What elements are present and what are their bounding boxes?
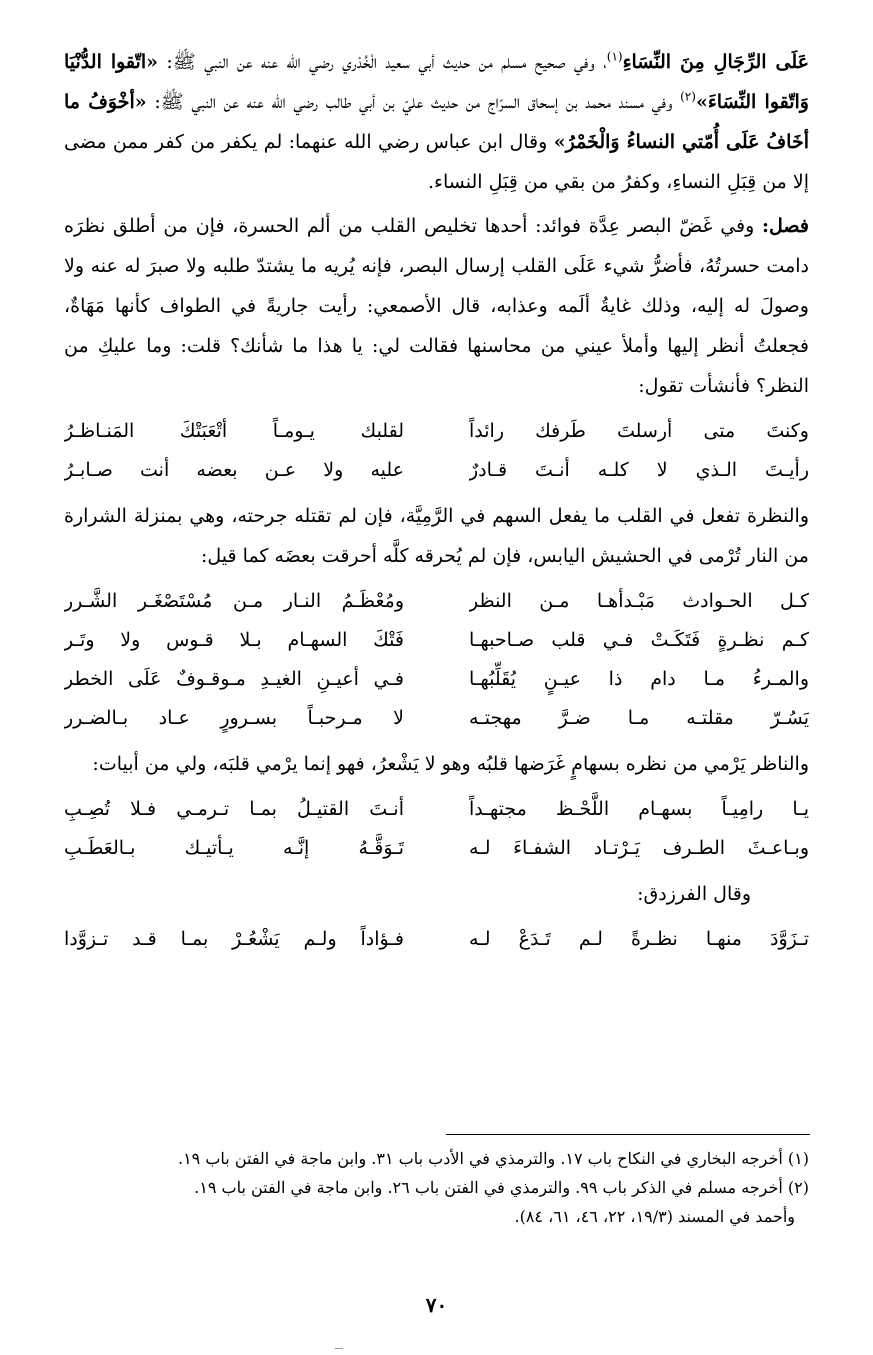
paragraph-2 bbox=[64, 206, 809, 406]
footnote-ref-2: (٢) bbox=[680, 89, 696, 104]
text-run: ، وفي صحيح مسلم من حديث أبي سعيد الْخُدْري رضي الله عنه عن النبي ﷺ: bbox=[157, 51, 607, 73]
verse bbox=[64, 582, 809, 621]
footnote-2: (٢) أخرجه مسلم في الذكر باب ٩٩. والترمذي في الفتن باب ٢٦. وابن ماجة في الفتن باب ١٩. bbox=[194, 1178, 809, 1197]
verse-second-hemistich: فَتْكَ السهـام بـلا قـوس ولا وتَـر bbox=[64, 629, 404, 651]
verse-second-hemistich: أنـتَ القتيـلُ بمـا تـرمـي فـلا تُصِـبِ bbox=[64, 798, 404, 820]
verse bbox=[64, 451, 809, 490]
verse-first-hemistich: كـم نظـرةٍ فَتَكَـتْ فـي قلب صـاحبهـا bbox=[469, 629, 809, 651]
verse-first-hemistich: وبـاعـثَ الطـرف يَـرْتـاد الشفـاءَ لـه bbox=[469, 837, 809, 859]
paragraph-5: وقال الفرزدق: bbox=[637, 883, 751, 905]
verse-second-hemistich: عليه ولا عـن بعضه أنت صـابـرُ bbox=[64, 459, 404, 481]
verse-first-hemistich: وكنتَ متى أرسلتَ طَرفك رائداً bbox=[469, 420, 809, 442]
verse-second-hemistich: لا مـرحبـاً بسـرورٍ عـاد بـالضـرر bbox=[64, 707, 404, 729]
text-run: وقال ابن عباس رضي الله عنهما: لم يكفر من كفر ممن مضى إلا من قِبَلِ النساءِ، وكفرُ من بقي من قِبَلِ النساء. bbox=[64, 131, 809, 193]
footnotes bbox=[64, 1144, 809, 1231]
footnote-1: (١) أخرجه البخاري في النكاح باب ١٧. والترمذي في الأدب باب ٣١. وابن ماجة في الفتن باب ١٩. bbox=[177, 1149, 809, 1168]
verse-first-hemistich: يَسُـرّ مقلتـه مـا ضـرَّ مهجتـه bbox=[469, 707, 809, 729]
verse-second-hemistich: لقلبك يـومـاً أتْعَبَتْكَ المَنـاظـرُ bbox=[64, 420, 404, 442]
verse bbox=[64, 660, 809, 699]
text-run: وفي مسند محمد بن إسحاق السرّاج من حديث عليّ بن أبي طالب رضي الله عنه عن النبي ﷺ: bbox=[146, 91, 681, 113]
poem-4 bbox=[64, 920, 809, 959]
verse-second-hemistich: فـؤاداً ولـم يَشْعُـرْ بمـا قـد تـزوَّدا bbox=[64, 928, 404, 950]
hadith-quote-1: «اتّقوا الدُّنْيَا وَاتّقوا النِّسَاءَ» bbox=[64, 51, 809, 113]
verse bbox=[64, 920, 809, 959]
verse-first-hemistich: تـزَوَّدَ منهـا نظـرةً لـم تَـدَعْ لـه bbox=[469, 928, 809, 950]
verse-second-hemistich: تَـوَقَّـهُ إنَّـه يـأتيـك بـالعَطَـبِ bbox=[64, 837, 404, 859]
text-run: وفي غَضّ البصر عِدَّة فوائد: أحدها تخليص القلب من ألم الحسرة، فإن من أطلق نظرَه دامت حسرتُهُ، فأضرُّ شيء عَلَى القلب إرسال البصر، فإنه يُريه ما يشتدّ طلبه ولا صبرَ له عنه ولا وصولَ له إليه، وذلك غايةُ ألَمه وعذابه، قال الأصمعي: رأيت جاريةً في الطواف كأنها مَهَاةٌ، فجعلتُ أنظر إليها وأملأ عيني من محاسنها فقالت لي: يا هذا ما شأنك؟ قلت: وما عليكِ من النظر؟ فأنشأت تقول: bbox=[64, 215, 809, 397]
hadith-quote-2: «أخْوَفُ ما أخَافُ عَلَى أُمّتي النساءُ وَالْخَمْرُ» bbox=[64, 91, 809, 153]
verse bbox=[64, 829, 809, 868]
scan-mark bbox=[335, 1348, 343, 1349]
poem-3 bbox=[64, 790, 809, 868]
verse-first-hemistich: كـل الحـوادث مَبْـدأهـا مـن النظر bbox=[469, 590, 809, 612]
verse bbox=[64, 790, 809, 829]
paragraph-4: والناظر يَرْمي من نظره بسهامٍ غَرَضها قلبُه وهو لا يَشْعرُ، فهو إنما يرْمي قلبَه، ولي من أبيات: bbox=[92, 753, 809, 775]
verse-second-hemistich: فـي أعيـنِ الغيـدِ مـوقـوفٌ عَلَى الخطر bbox=[64, 668, 404, 690]
poem-1 bbox=[64, 412, 809, 490]
footnote-ref-1: (١) bbox=[606, 49, 623, 64]
verse bbox=[64, 621, 809, 660]
quran-quote: عَلَى الرِّجَالِ مِنَ النِّسَاءِ bbox=[622, 51, 809, 73]
paragraph-3: والنظرة تفعل في القلب ما يفعل السهم في الرَّمِيَّة، فإن لم تقتله جرحته، وهي بمنزلة الشرارة من النار تُرْمى في الحشيش اليابس، فإن لم يُحرقه كلَّه أحرقت بعضَه كما قيل: bbox=[64, 505, 809, 567]
main-text bbox=[64, 42, 809, 965]
verse-first-hemistich: رأيـتَ الـذي لا كلـه أنـتَ قـادرٌ bbox=[469, 459, 809, 481]
footnote-2-continuation: وأحمد في المسند (١٩/٣، ٢٢، ٤٦، ٦١، ٨٤). bbox=[514, 1207, 795, 1226]
verse bbox=[64, 412, 809, 451]
paragraph-1 bbox=[64, 42, 809, 202]
section-heading: فصل: bbox=[762, 215, 809, 237]
verse-first-hemistich: يـا رامِيـاً بسهـام اللَّحْـظ مجتهـداً bbox=[469, 798, 809, 820]
poem-2 bbox=[64, 582, 809, 738]
footnote-separator bbox=[446, 1134, 810, 1135]
verse-second-hemistich: ومُعْظَـمُ النـار مـن مُسْتَصْغَـر الشَّـرر bbox=[64, 590, 404, 612]
page-number: ٧٠ bbox=[425, 1293, 448, 1317]
verse-first-hemistich: والمـرءُ مـا دام ذا عيـنٍ يُقَلِّبُهـا bbox=[469, 668, 809, 690]
verse bbox=[64, 699, 809, 738]
